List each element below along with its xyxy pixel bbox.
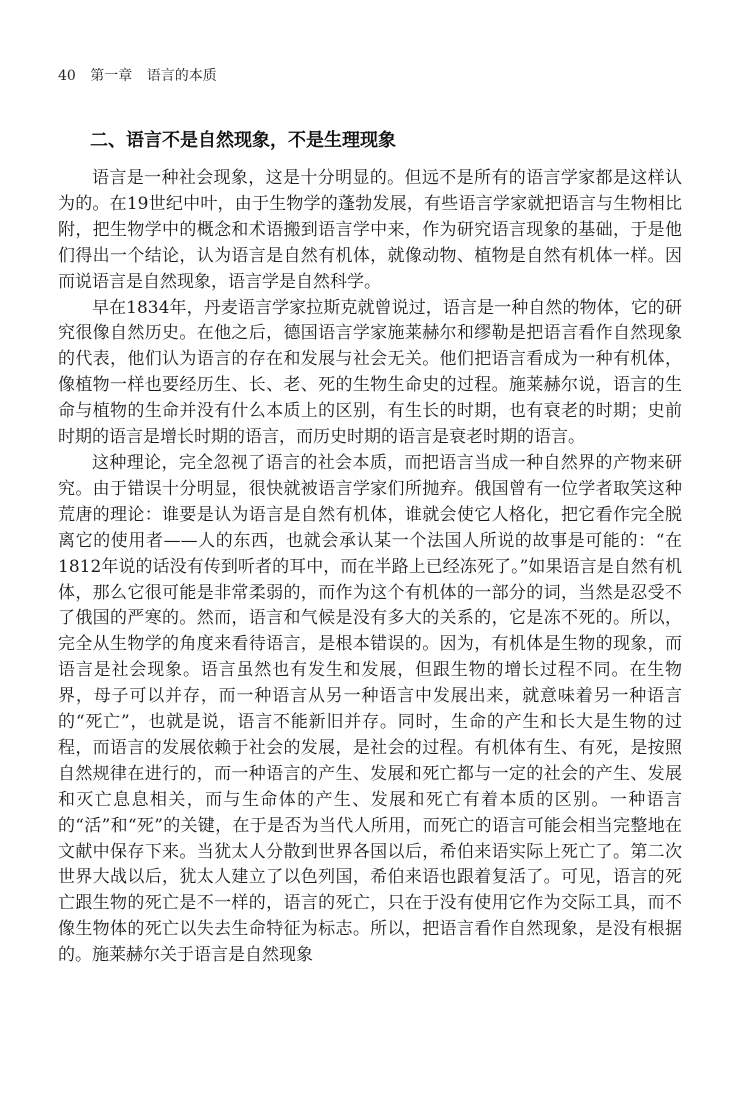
paragraph: 这种理论，完全忽视了语言的社会本质，而把语言当成一种自然界的产物来研究。由于错误十分明显，很快就被语言学家们所抛弃。俄国曾有一位学者取笑这种荒唐的理论：谁要是认为语言是自然有机体，谁就会使它人格化，把它看作完全脱离它的使用者——人的东西，也就会承认某一个法国人所说的故事是可能的：“在1812年说的话没有传到听者的耳中，而在半路上已经冻死了。”如果语言是自然有机体，那么它很可能是非常柔弱的，而作为这个有机体的一部分的词，当然是忍受不了俄国的严寒的。然而，语言和气候是没有多大的关系的，它是冻不死的。所以，完全从生物学的角度来看待语言，是根本错误的。因为，有机体是生物的现象，而语言是社会现象。语言虽然也有发生和发展，但跟生物的增长过程不同。在生物界，母子可以并存，而一种语言从另一种语言中发展出来，就意味着另一种语言的“死亡”，也就是说，语言不能新旧并存。同时，生命的产生和长大是生物的过程，而语言的发展依赖于社会的发展，是社会的过程。有机体有生、有死，是按照自然规律在进行的，而一种语言的产生、发展和死亡都与一定的社会的产生、发展和灭亡息息相关，而与生命体的产生、发展和死亡有着本质的区别。一种语言的“活”和“死”的关键，在于是否为当代人所用，而死亡的语言可能会相当完整地在文献中保存下来。当犹太人分散到世界各国以后，希伯来语实际上死亡了。第二次世界大战以后，犹太人建立了以色列国，希伯来语也跟着复活了。可见，语言的死亡跟生物的死亡是不一样的，语言的死亡，只在于没有使用它作为交际工具，而不像生物体的死亡以失去生命特征为标志。所以，把语言看作自然现象，是没有根据的。施莱赫尔关于语言是自然现象: [58, 452, 682, 966]
page-number: 40: [58, 68, 76, 84]
body-text: [58, 166, 682, 969]
paragraph: 早在1834年，丹麦语言学家拉斯克就曾说过，语言是一种自然的物体，它的研究很像自然历史。在他之后，德国语言学家施莱赫尔和缪勒是把语言看作自然现象的代表，他们认为语言的存在和发展与社会无关。他们把语言看成为一种有机体，像植物一样也要经历生、长、老、死的生物生命史的过程。施莱赫尔说，语言的生命与植物的生命并没有什么本质上的区别，有生长的时期，也有衰老的时期；史前时期的语言是增长时期的语言，而历史时期的语言是衰老时期的语言。: [58, 297, 682, 448]
running-header: [58, 66, 227, 86]
chapter-title: 语言的本质: [146, 68, 217, 84]
paragraph: 语言是一种社会现象，这是十分明显的。但远不是所有的语言学家都是这样认为的。在19世纪中叶，由于生物学的蓬勃发展，有些语言学家就把语言与生物相比附，把生物学中的概念和术语搬到语言学中来，作为研究语言现象的基础，于是他们得出一个结论，认为语言是自然有机体，就像动物、植物是自然有机体一样。因而说语言是自然现象，语言学是自然科学。: [58, 168, 682, 292]
chapter-label: 第一章: [90, 68, 133, 84]
section-title: 二、语言不是自然现象，不是生理现象: [90, 130, 396, 151]
